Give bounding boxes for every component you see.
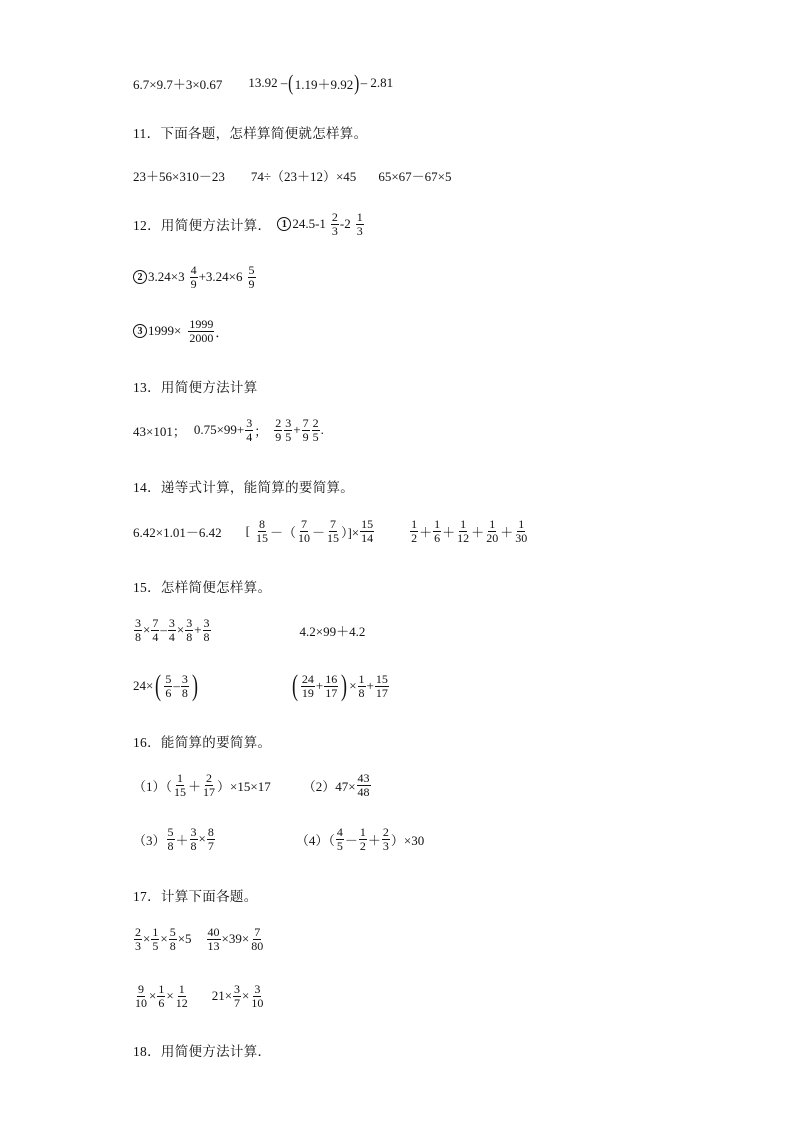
- fraction: $\frac{15}{17}$: [375, 671, 388, 700]
- fraction: $\frac{8}{7}$: [207, 825, 214, 853]
- fraction: $\frac{3}{8}$: [186, 616, 193, 644]
- expression: 4.2×99＋4.2: [299, 623, 366, 639]
- question-14-heading: 14．递等式计算，能简算的要简算。: [133, 480, 355, 495]
- fraction: $\frac{7}{15}$: [326, 517, 339, 545]
- question-12-row-1: [133, 211, 365, 237]
- plus: ＋: [367, 832, 381, 848]
- fraction: $\frac{5}{9}$: [248, 263, 255, 291]
- expression: 6.42×1.01－6.42: [133, 524, 222, 540]
- plus: ＋: [419, 524, 433, 540]
- question-12-row-3: [133, 318, 228, 344]
- expression: （4）（: [295, 832, 335, 848]
- fraction: $\frac{3}{7}$: [234, 982, 241, 1010]
- times: ×: [349, 678, 357, 693]
- minus: －: [344, 832, 358, 848]
- fraction: $\frac{5}{8}$: [169, 925, 176, 953]
- expression: 0.75×99+: [193, 422, 245, 438]
- expression: （3）: [133, 832, 166, 848]
- fraction: $\frac{1}{6}$: [434, 517, 441, 545]
- minus: –: [160, 622, 167, 638]
- fraction: $\frac{1}{15}$: [174, 771, 187, 799]
- expression: 21×: [211, 988, 233, 1004]
- paren: ): [341, 669, 348, 702]
- expression: 65×67－67×5: [378, 169, 452, 184]
- fraction: $\frac{5}{8}$: [167, 825, 174, 853]
- question-15-row-1: [133, 617, 365, 643]
- fraction: $\frac{1999}{2000}$: [189, 317, 214, 345]
- fraction: $\frac{2}{17}$: [203, 771, 216, 799]
- circled-number: 1: [277, 217, 291, 231]
- expression: ×39×: [221, 931, 250, 947]
- fraction: $\frac{1}{12}$: [457, 517, 470, 545]
- expression: -2: [339, 216, 351, 232]
- fraction: $\frac{4}{5}$: [336, 825, 343, 853]
- times: ×: [143, 622, 151, 638]
- fraction: $\frac{4}{9}$: [190, 263, 197, 291]
- expression: （1）（: [133, 778, 173, 794]
- expression-row-1: [133, 72, 393, 94]
- plus: +: [315, 678, 324, 693]
- paren: ): [354, 70, 360, 95]
- expression: ×5: [177, 931, 192, 947]
- expression: ．: [215, 324, 229, 340]
- circled-number: 2: [133, 270, 147, 284]
- paren: (: [291, 669, 298, 702]
- paren: (: [288, 70, 294, 95]
- fraction: $\frac{1}{3}$: [356, 210, 363, 238]
- expression: 6.7×9.7＋3×0.67: [133, 76, 223, 92]
- question-13-heading: 13．用简便方法计算: [133, 380, 258, 395]
- fraction: $\frac{3}{8}$: [181, 671, 188, 700]
- question-12-heading: 12．用简便方法计算．: [133, 218, 272, 234]
- expression: – 2.81: [360, 75, 394, 90]
- semicolon: ；: [254, 423, 268, 439]
- operator: －: [311, 524, 325, 540]
- fraction: $\frac{7}{10}$: [297, 517, 310, 545]
- question-15-row-2: [133, 671, 390, 701]
- plus: ＋: [175, 832, 189, 848]
- fraction: $\frac{8}{15}$: [255, 517, 268, 545]
- question-14-expressions: [133, 518, 529, 544]
- expression: 24.5-1: [292, 216, 326, 232]
- plus: +: [293, 422, 301, 438]
- expression: +3.24×6: [198, 269, 243, 285]
- expression: ）×30: [390, 832, 425, 848]
- times: ×: [160, 931, 168, 947]
- times: ×: [242, 988, 250, 1004]
- question-16-heading: 16．能简算的要简算。: [133, 735, 272, 750]
- plus: ＋: [471, 524, 485, 540]
- expression: （2）47×: [302, 778, 356, 794]
- expression: 24×: [133, 678, 154, 693]
- fraction: $\frac{2}{3}$: [135, 925, 141, 953]
- times: ×: [143, 931, 151, 947]
- fraction: $\frac{15}{14}$: [361, 517, 374, 545]
- fraction: $\frac{43}{48}$: [357, 771, 370, 799]
- fraction: $\frac{3}{4}$: [246, 416, 253, 444]
- expression: 1999×: [148, 323, 182, 339]
- plus: +: [194, 622, 202, 638]
- fraction: $\frac{1}{2}$: [411, 517, 418, 545]
- fraction: $\frac{2}{9}$: [275, 416, 282, 444]
- fraction: $\frac{16}{17}$: [325, 671, 338, 700]
- fraction: $\frac{3}{4}$: [168, 616, 175, 644]
- question-16-row-1: [133, 772, 372, 798]
- question-11-heading: 11．下面各题，怎样算简便就怎样算。: [133, 126, 368, 141]
- fraction: $\frac{1}{6}$: [158, 982, 165, 1010]
- plus: +: [366, 678, 374, 693]
- times: ×: [176, 622, 185, 638]
- expression: 43×101；: [133, 423, 186, 439]
- bracket: [: [245, 523, 250, 539]
- fraction: $\frac{1}{20}$: [486, 517, 499, 545]
- fraction: $\frac{40}{13}$: [207, 925, 220, 953]
- question-17-row-2: [133, 983, 265, 1009]
- times: ×: [166, 988, 174, 1004]
- fraction: $\frac{7}{9}$: [302, 416, 309, 444]
- paren: (: [155, 669, 162, 702]
- question-13-expressions: [133, 417, 324, 443]
- fraction: $\frac{2}{3}$: [382, 825, 389, 853]
- expression: 3.24×3: [148, 269, 185, 285]
- paren: ): [191, 669, 198, 702]
- plus: ＋: [500, 524, 514, 540]
- question-12-row-2: [133, 264, 257, 290]
- fraction: $\frac{1}{2}$: [359, 825, 366, 853]
- question-16-row-2: [133, 826, 424, 852]
- fraction: $\frac{2}{3}$: [331, 210, 338, 238]
- expression: 1.19＋9.92: [294, 76, 354, 92]
- plus: ＋: [442, 524, 456, 540]
- question-17-heading: 17．计算下面各题。: [133, 889, 258, 904]
- circled-number: 3: [133, 324, 147, 338]
- fraction: $\frac{7}{80}$: [251, 925, 264, 953]
- minus: –: [173, 678, 180, 693]
- times: ×: [149, 988, 157, 1004]
- fraction: $\frac{3}{5}$: [285, 416, 292, 444]
- expression: 23＋56×310－23: [133, 169, 225, 184]
- fraction: $\frac{1}{5}$: [152, 925, 159, 953]
- fraction: $\frac{2}{5}$: [312, 416, 319, 444]
- fraction: $\frac{24}{19}$: [301, 671, 314, 700]
- fraction: $\frac{3}{8}$: [190, 825, 197, 853]
- fraction: $\frac{1}{8}$: [358, 671, 365, 700]
- question-15-heading: 15．怎样简便怎样算。: [133, 580, 272, 595]
- fraction: $\frac{3}{8}$: [135, 616, 141, 644]
- fraction: $\frac{3}{10}$: [251, 982, 264, 1010]
- expression: 13.92 –: [248, 75, 288, 90]
- fraction: $\frac{5}{6}$: [165, 671, 172, 700]
- fraction: $\frac{7}{4}$: [152, 616, 159, 644]
- operator: ）]×: [340, 524, 360, 540]
- expression: 74÷（23＋12）×45: [250, 169, 357, 184]
- question-11-expressions: [133, 166, 451, 185]
- question-18-heading: 18．用简便方法计算．: [133, 1044, 272, 1059]
- fraction: $\frac{1}{12}$: [175, 982, 188, 1010]
- expression: ）×15×17: [217, 778, 271, 794]
- period: .: [320, 422, 324, 438]
- operator: －（: [269, 524, 296, 540]
- times: ×: [198, 831, 206, 847]
- fraction: $\frac{3}{8}$: [203, 616, 210, 644]
- fraction: $\frac{1}{30}$: [515, 517, 528, 545]
- plus: ＋: [188, 778, 202, 794]
- fraction: $\frac{9}{10}$: [135, 982, 147, 1010]
- question-17-row-1: [133, 926, 265, 952]
